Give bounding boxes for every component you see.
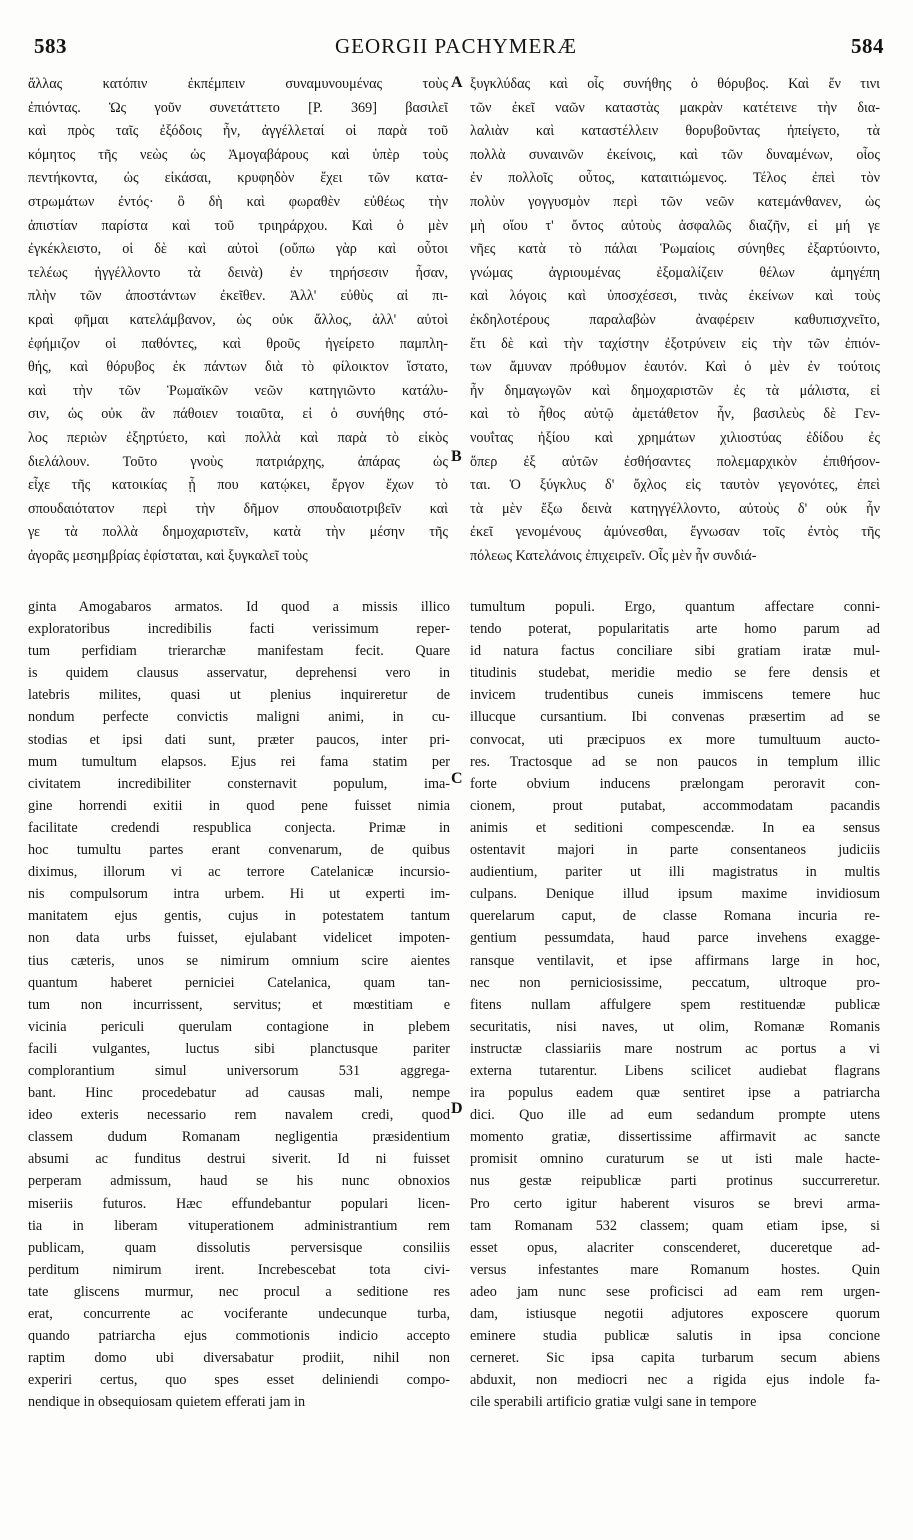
- text-line: των ἄμυναν πρόθυμον ἑαυτόν. Καὶ ὁ μὲν ἐν τούτοις: [470, 359, 880, 376]
- text-line: καὶ τὴν τῶν Ῥωμαϊκῶν νεῶν κατηγιῶντο κατάλυ-: [28, 382, 448, 399]
- text-line: miseriis futuros. Hæc effundebantur populari licen-: [28, 1195, 450, 1212]
- text-line: nis compulsorum intra urbem. Hi ut experti im-: [28, 886, 450, 903]
- text-line: instructæ classiariis mare nostrum ac portus a vi: [470, 1040, 880, 1057]
- text-line: culpans. Denique illud ipsum maxime invidiosum: [470, 886, 880, 903]
- text-line: esset opus, alacriter conscenderet, duceretque ad-: [470, 1239, 880, 1256]
- text-line: εἶχε τῆς κατοικίας ᾗ που κατῴκει, ἔργον ἔχων τὸ: [28, 477, 448, 494]
- text-line: tius cæteris, unos se nimirum omnium scire aientes: [28, 952, 450, 969]
- text-line: ται. Ὁ ξύγκλυς δ' ὄχλος εἰς ταυτὸν γεγονότες, ἐπεὶ: [470, 477, 880, 494]
- text-line: τελέως ἠγγέλλοντο τὰ δεινὰ) ἐν τηρήσεσιν ἦσαν,: [28, 264, 448, 281]
- text-line: latebris milites, quasi ut plenius inquireretur de: [28, 687, 450, 704]
- text-line: experiri certus, quo spes esset deliniendi compo-: [28, 1372, 450, 1389]
- text-line: tumultum populi. Ergo, quantum affectare conni-: [470, 599, 880, 615]
- text-line: nus gestæ reipublicæ parti protinus succurreretur.: [470, 1173, 880, 1190]
- text-line: πόλεως Κατελάνοις ἐπιχειρεῖν. Οἷς μὲν ἦν συνδιά-: [470, 547, 757, 564]
- text-line: erat, concurrente ac vociferante undecunque turba,: [28, 1306, 450, 1322]
- text-line: νουΐτας ἠξίου καὶ χρημάτων χιλιοστύας ἐδίδου ἐς: [470, 429, 880, 446]
- page-header: [28, 34, 884, 64]
- text-line: perperam admissum, haud se his nunc obnoxios: [28, 1173, 450, 1190]
- text-line: diximus, illorum vi ac terrore Catelanicæ incursio-: [28, 864, 450, 881]
- text-line: ἐγκέκλειστο, οἱ δὲ καὶ αὐτοὶ (οὔπω γὰρ καὶ οὗτοι: [28, 241, 448, 258]
- text-line: cionem, prout putabat, accommodatam pacandis: [470, 797, 880, 814]
- text-line: securitatis, nisi naves, ut olim, Romanæ Romanis: [470, 1018, 880, 1035]
- text-line: dici. Quo ille ad eum sedandum prompte utens: [470, 1107, 880, 1124]
- text-line: ira populus eadem quæ sentiret ipse a patriarcha: [470, 1085, 880, 1102]
- text-line: ransque ventilavit, et ipse affirmans large in hoc,: [470, 952, 880, 969]
- text-line: titudinis studebat, meridie medio se fere densis et: [470, 665, 880, 682]
- text-line: manitatem ejus gentis, cujus in potestatem tantum: [28, 908, 450, 925]
- text-line: facili vulgantes, luctus sibi planctusque pariter: [28, 1040, 450, 1057]
- text-line: tia in liberam vituperationem administrantium rem: [28, 1217, 450, 1234]
- text-line: bant. Hinc procedebatur ad causas mali, nempe: [28, 1085, 450, 1102]
- text-line: πολλὰ συναινῶν ἐκείνοις, καὶ τῶν δυναμένων, οἷος: [470, 146, 880, 163]
- text-line: vicinia periculi querulam contagione in plebem: [28, 1018, 450, 1035]
- text-line: μὴ οἵου τ' ὄντος αὐτοὺς ἀσφαλῶς διαζῆν, εἰ μή γε: [470, 217, 880, 234]
- text-line: κραὶ φῆμαι κατελάμβανον, ὡς οὐκ ἄλλος, ἀλλ' αὐτοὶ: [28, 311, 448, 328]
- text-line: dam, istiusque negotii adjutores exposcere quorum: [470, 1306, 880, 1322]
- text-line: ἀπιστίαν παρίστα καὶ τοῦ τριηράρχου. Καὶ ὁ μὲν: [28, 217, 448, 234]
- text-line: νῆες κατὰ τὸ πάλαι Ῥωμαίοις σύνηθες ἐξαρτύοιντο,: [470, 241, 880, 258]
- text-line: nec non perniciosissime, peccatum, ultroque pro-: [470, 974, 880, 991]
- text-line: ξυγκλύδας καὶ οἷς συνήθης ὁ θόρυβος. Καὶ ἔν τινι: [470, 76, 880, 92]
- text-line: cerneret. Sic ipsa capita turbarum secum abiens: [470, 1350, 880, 1367]
- text-line: ἐπιόντας. Ὡς γοῦν συνετάττετο [P. 369] βασιλεῖ: [28, 99, 448, 116]
- text-line: ἐκδηλοτέρους παραλαβὼν ἀναφέρειν καθυπισχνεῖτο,: [470, 311, 880, 328]
- text-line: tendo poterat, popularitatis arte homo parum ad: [470, 621, 880, 638]
- text-line: animis et seditioni compescendæ. In ea sensus: [470, 819, 880, 836]
- text-line: πλὴν τῶν ἀποστάντων ἐκεῖθεν. Ἀλλ' εὐθὺς αἱ πι-: [28, 288, 448, 305]
- text-line: πεντήκοντα, ὡς εἰκάσαι, κρυφηδὸν ἔχει τῶν κατα-: [28, 170, 448, 187]
- text-line: forte obvium inducens prælongam peroravit con-: [470, 775, 880, 792]
- text-line: ostentavit majori in parte consentaneos judiciis: [470, 842, 880, 859]
- text-line: versus infestantes mare Romanum hostes. Quin: [470, 1261, 880, 1278]
- text-line: ἄλλας κατόπιν ἐκπέμπειν συναμυνουμένας τοὺς: [28, 76, 448, 92]
- text-line: σιν, ὡς οὐκ ἂν πάθοιεν τοιαῦτα, εἰ ὁ συνήθης στό-: [28, 406, 448, 423]
- text-line: eminere studia publicæ salutis in ipsa concione: [470, 1328, 880, 1345]
- text-line: ἐν πολλοῖς οὗτος, καταιτιώμενος. Τέλος ἐπεὶ τὸν: [470, 170, 880, 187]
- text-line: id natura factus conciliare sibi gratiam iratæ mul-: [470, 643, 880, 660]
- text-line: quando patriarcha ejus commotionis indicio accepto: [28, 1328, 450, 1345]
- text-line: ἀγορᾶς μεσημβρίας ἐφίσταται, καὶ ξυγκαλεῖ τοὺς: [28, 547, 308, 564]
- text-line: nendique in obsequiosam quietem efferati jam in: [28, 1394, 306, 1411]
- margin-marker-c: C: [451, 770, 463, 787]
- text-line: hoc tumultu partes erant convenarum, de quibus: [28, 842, 450, 859]
- text-line: καὶ τὸ ἦθος αὐτῷ ἀμετάθετον ἦν, βασιλεὺς δὲ Γεν-: [470, 406, 880, 423]
- text-line: πολὺν γογγυσμὸν περὶ τῶν νεῶν κατεμάνθανεν, ὡς: [470, 193, 880, 210]
- margin-marker-b: B: [451, 448, 462, 465]
- text-line: momento gratiæ, dissertissime affirmavit ac sancte: [470, 1129, 880, 1146]
- running-title: GEORGII PACHYMERÆ: [334, 34, 577, 58]
- text-line: gentium pessumdata, haud parce invehens exagge-: [470, 930, 880, 947]
- latin-text-left-column: [28, 596, 450, 1413]
- text-line: ideo exteris necessario rem navalem credi, quod: [28, 1107, 450, 1124]
- text-line: καὶ πρὸς ταῖς ἐξόδοις ἦν, ἀγγέλλεταί οἱ παρὰ τοῦ: [28, 123, 448, 140]
- text-line: civitatem incredibiliter consternavit populum, ima-: [28, 775, 450, 792]
- page-number-left: 583: [34, 34, 67, 58]
- margin-marker-d: D: [451, 1100, 463, 1117]
- text-line: publicam, quam dissolutis perversisque consiliis: [28, 1239, 450, 1256]
- text-line: stodias et ipsi dati sunt, præter paucos, inter pri-: [28, 731, 450, 748]
- text-line: σπουδαιότατον περὶ τὴν δῆμον σπουδαιοτριβεῖν καὶ: [28, 500, 448, 517]
- greek-text-right-column: [470, 73, 880, 568]
- text-line: absumi ac funditus destrui siverit. Id ni fuisset: [28, 1151, 450, 1168]
- text-line: λος περιὼν ἐξηρτύετο, καὶ πολλὰ καὶ παρὰ τὸ εἰκὸς: [28, 429, 448, 446]
- text-line: κόμητος τῆς νεὼς ὡς Ἀμογαβάρους καὶ ὑπὲρ τοὺς: [28, 146, 448, 163]
- text-line: tam Romanam 532 classem; quam etiam ipse, si: [470, 1217, 880, 1234]
- text-line: querelarum caput, de classe Romana incuria re-: [470, 908, 880, 925]
- text-line: invicem trudentibus cuneis immiscens temere huc: [470, 687, 880, 704]
- text-line: τῶν ἐκεῖ ναῶν καταστὰς μακρὰν κατέτεινε τὴν δια-: [470, 99, 880, 116]
- text-line: convocat, uti præcipuos ex more tumultuum aucto-: [470, 731, 880, 748]
- text-line: διελάλουν. Τοῦτο γνοὺς πατριάρχης, ἀπάρας ὡς: [28, 453, 448, 470]
- text-line: τὰ μὲν ἔξω δεινὰ κατηγγέλλοντο, αὐτοὺς δ' οὐκ ἦν: [470, 500, 880, 517]
- text-line: gine horrendi exitii in quod pene fuisset nimia: [28, 797, 450, 814]
- text-line: fitens nullam affulgere spem restituendæ publicæ: [470, 996, 880, 1013]
- text-line: tate gliscens murmur, nec procul a seditione res: [28, 1283, 450, 1300]
- text-line: Pro certo igitur haberent visuros se brevi arma-: [470, 1195, 880, 1212]
- greek-text-left-column: [28, 73, 448, 568]
- text-line: perditum nimirum irent. Increbescebat tota civi-: [28, 1261, 450, 1278]
- text-line: ὅπερ ἐξ αὐτῶν ἐσθήσαντες πολεμαρχικὸν ἐπιθήσον-: [470, 453, 880, 470]
- text-line: tum perfidiam trierarchæ manifestam fecit. Quare: [28, 643, 450, 660]
- text-line: promisit omnino curaturum se ut isti male hacte-: [470, 1151, 880, 1168]
- text-line: abduxit, non mediocri nec a rigida ejus indole fa-: [470, 1372, 880, 1389]
- text-line: γε τὰ πολλὰ δημοχαριστεῖν, κατὰ τὴν μέσην τῆς: [28, 524, 448, 541]
- text-line: καὶ λόγοις καὶ ὑποσχέσεσι, τινὰς ἐκείνων καὶ τοὺς: [470, 288, 880, 305]
- text-line: mum tumultum elapsos. Ejus rei fama statim per: [28, 753, 450, 770]
- text-line: raptim domo ubi diversabatur prodiit, nihil non: [28, 1350, 450, 1367]
- text-line: cile sperabili artificio gratiæ vulgi sane in tempore: [470, 1394, 757, 1411]
- page-number-right: 584: [851, 34, 884, 58]
- text-line: res. Tractosque ad se non paucos in templum illic: [470, 753, 880, 770]
- text-line: ἐκεῖ γενομένους ἀμύνεσθαι, ἔγνωσαν τοῖς ἐντὸς τῆς: [470, 524, 880, 541]
- text-line: classem dudum Romanam negligentia præsidentium: [28, 1129, 450, 1146]
- text-line: λαλιὰν καὶ καταστέλλειν θορυβοῦντας ἠπείγετο, τὰ: [470, 123, 880, 140]
- text-line: illucque cursantium. Ibi convenas præsertim ad se: [470, 709, 880, 726]
- text-line: non data urbs fuisset, ejulabant videlicet impoten-: [28, 930, 450, 947]
- text-line: facilitate credendi respublica conjecta. Primæ in: [28, 819, 450, 836]
- text-line: adeo jam nunc sese proficisci ad eam rem urgen-: [470, 1283, 880, 1300]
- text-line: nondum perfecte convictis maligni animi, in cu-: [28, 709, 450, 726]
- text-line: tum non incurrissent, servitus; et mœstitiam e: [28, 996, 450, 1013]
- text-line: audientium, pariter ut illi magistratus in multis: [470, 864, 880, 881]
- text-line: exploratoribus incredibilis facti verissimum reper-: [28, 621, 450, 638]
- text-line: is quidem clausus asservatur, deprehensi vero in: [28, 665, 450, 682]
- text-line: externa tutarentur. Libens scilicet audiebat flagrans: [470, 1062, 880, 1079]
- text-line: γνώμας ἀγριουμένας ἐξομαλίζειν θέλων ἀμηγέπη: [470, 264, 880, 281]
- text-line: quantum haberet perniciei Catelanica, quam tan-: [28, 974, 450, 991]
- latin-text-right-column: [470, 596, 880, 1413]
- text-line: στρωμάτων ἐντός· ὃ δὴ καὶ φωραθὲν εὐθέως τὴν: [28, 193, 448, 210]
- text-line: complorantium simul universorum 531 aggrega-: [28, 1062, 450, 1079]
- text-line: ἔτι δὲ καὶ τὴν ταχίστην ἐξοτρύνειν εἰς τὴν τῶν ἐπιόν-: [470, 335, 880, 352]
- text-line: θής, καὶ θόρυβος ἐκ πάντων διὰ τὸ φίλοικτον ἵστατο,: [28, 359, 448, 376]
- text-line: ginta Amogabaros armatos. Id quod a missis illico: [28, 599, 450, 615]
- text-line: ἦν δημαγωγῶν καὶ δημοχαριστῶν ἐς τὰ μάλιστα, εἰ: [470, 382, 880, 399]
- margin-marker-a: A: [451, 74, 463, 91]
- text-line: ἐφήμιζον οἱ παθόντες, καὶ θροῦς ἠγείρετο παμπλη-: [28, 335, 448, 352]
